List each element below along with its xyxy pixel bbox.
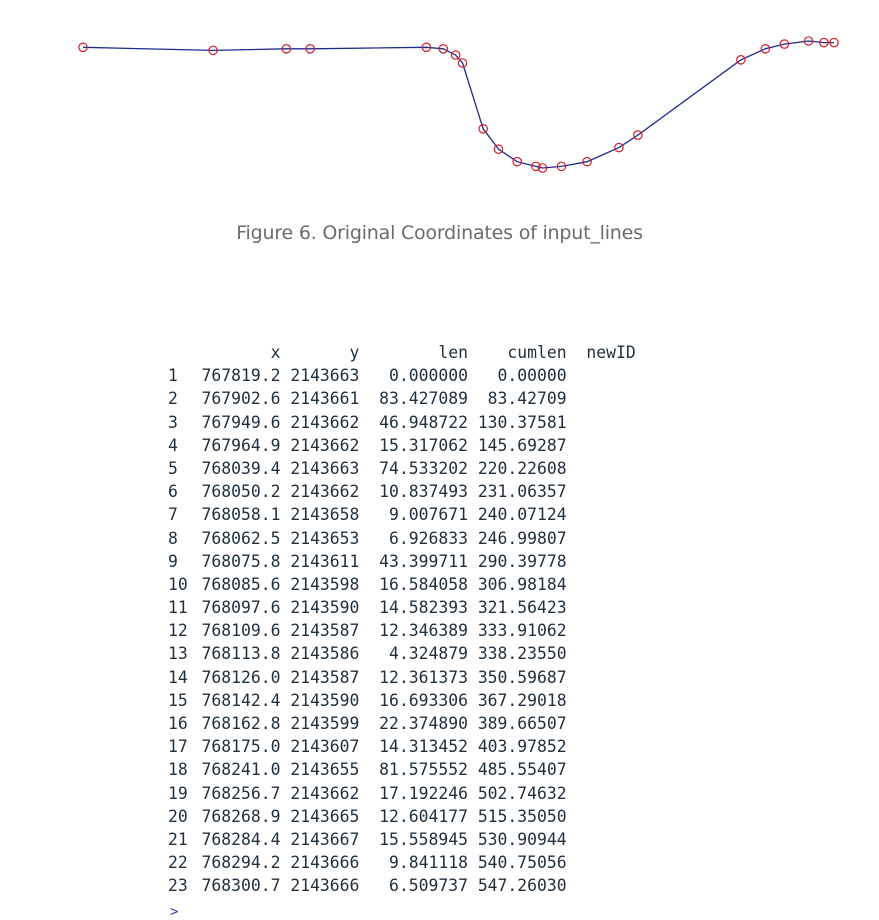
cell-len: 15.558945	[379, 829, 468, 849]
console-output	[168, 341, 636, 898]
cell-cumlen: 485.55407	[477, 760, 567, 780]
cell-x: 768039.4	[201, 458, 281, 478]
cell-newid	[567, 735, 636, 758]
cell-newid	[567, 874, 636, 897]
cell-y: 2143587	[290, 667, 360, 687]
cell-len: 12.604177	[379, 806, 468, 826]
cell-x: 768126.0	[201, 667, 281, 687]
cell-newid	[567, 805, 636, 828]
row-index: 22	[168, 853, 188, 873]
cell-newid	[567, 434, 636, 457]
cell-len: 9.007671	[389, 505, 468, 525]
cell-cumlen: 403.97852	[477, 737, 567, 757]
cell-cumlen: 240.07124	[477, 505, 567, 525]
cell-newid	[567, 712, 636, 735]
column-header-newid: newID	[586, 343, 636, 362]
line-plot	[0, 0, 879, 200]
table-row	[168, 411, 636, 434]
cell-cumlen: 145.69287	[477, 435, 567, 455]
column-header-x: x	[270, 343, 281, 362]
cell-newid	[567, 828, 636, 851]
row-index: 2	[168, 389, 178, 409]
cell-cumlen: 246.99807	[477, 528, 567, 548]
cell-x: 768142.4	[201, 690, 281, 710]
cell-newid	[567, 411, 636, 434]
table-row	[168, 619, 636, 642]
row-index: 11	[168, 598, 188, 618]
cell-len: 14.313452	[379, 737, 468, 757]
row-index: 21	[168, 829, 188, 849]
cell-y: 2143658	[290, 505, 360, 525]
cell-y: 2143662	[290, 783, 360, 803]
cell-x: 768256.7	[201, 783, 281, 803]
cell-cumlen: 350.59687	[477, 667, 567, 687]
column-header-y: y	[349, 343, 360, 362]
cell-cumlen: 338.23550	[477, 644, 567, 664]
table-row	[168, 527, 636, 550]
table-row	[168, 851, 636, 874]
cell-cumlen: 547.26030	[477, 876, 567, 896]
cell-y: 2143665	[290, 806, 360, 826]
cell-len: 14.582393	[379, 598, 468, 618]
table-row	[168, 689, 636, 712]
table-row	[168, 782, 636, 805]
cell-len: 12.361373	[379, 667, 468, 687]
cell-x: 768175.0	[201, 737, 281, 757]
cell-cumlen: 0.00000	[497, 366, 567, 386]
cell-len: 6.509737	[389, 876, 468, 896]
table-row	[168, 550, 636, 573]
table-row	[168, 758, 636, 781]
cell-len: 74.533202	[379, 458, 468, 478]
cell-newid	[567, 387, 636, 410]
row-index: 14	[168, 667, 188, 687]
row-index: 18	[168, 760, 188, 780]
cell-y: 2143587	[290, 621, 360, 641]
row-index: 1	[168, 366, 178, 386]
cell-x: 767819.2	[201, 366, 281, 386]
cell-x: 767902.6	[201, 389, 281, 409]
cell-len: 81.575552	[379, 760, 468, 780]
cell-x: 768162.8	[201, 714, 281, 733]
cell-len: 12.346389	[379, 621, 468, 641]
cell-y: 2143661	[290, 389, 360, 409]
row-index: 5	[168, 458, 178, 478]
row-index: 8	[168, 528, 178, 548]
row-index: 3	[168, 412, 178, 432]
cell-y: 2143662	[290, 482, 360, 502]
row-index: 7	[168, 505, 178, 525]
cell-x: 768113.8	[201, 644, 281, 664]
cell-x: 768109.6	[201, 621, 281, 641]
cell-len: 4.324879	[389, 644, 468, 664]
console-prompt[interactable]: >	[170, 904, 179, 920]
cell-y: 2143590	[290, 598, 360, 618]
cell-y: 2143666	[290, 876, 360, 896]
column-header-len: len	[438, 343, 468, 362]
column-header-cumlen: cumlen	[507, 343, 567, 362]
cell-y: 2143662	[290, 412, 360, 432]
cell-y: 2143663	[290, 366, 360, 386]
cell-y: 2143655	[290, 760, 360, 780]
cell-cumlen: 306.98184	[477, 574, 567, 594]
series-line	[83, 41, 834, 168]
row-index: 12	[168, 621, 188, 641]
table-row	[168, 828, 636, 851]
cell-cumlen: 290.39778	[477, 551, 567, 571]
cell-len: 16.584058	[379, 574, 468, 594]
cell-newid	[567, 689, 636, 712]
cell-len: 83.427089	[379, 389, 468, 409]
cell-newid	[567, 457, 636, 480]
cell-newid	[567, 527, 636, 550]
cell-newid	[567, 480, 636, 503]
cell-x: 767949.6	[201, 412, 281, 432]
cell-x: 768284.4	[201, 829, 281, 849]
cell-x: 768075.8	[201, 551, 281, 571]
cell-newid	[567, 851, 636, 874]
cell-y: 2143666	[290, 853, 360, 873]
cell-cumlen: 231.06357	[477, 482, 567, 502]
row-index: 16	[168, 714, 188, 733]
cell-len: 0.000000	[389, 366, 468, 386]
cell-cumlen: 389.66507	[477, 714, 567, 733]
cell-newid	[567, 782, 636, 805]
cell-len: 6.926833	[389, 528, 468, 548]
cell-y: 2143662	[290, 435, 360, 455]
table-row	[168, 503, 636, 526]
table-row	[168, 364, 636, 387]
cell-newid	[567, 550, 636, 573]
cell-x: 768268.9	[201, 806, 281, 826]
row-index: 15	[168, 690, 188, 710]
row-index: 19	[168, 783, 188, 803]
cell-x: 768097.6	[201, 598, 281, 618]
cell-y: 2143653	[290, 528, 360, 548]
cell-cumlen: 130.37581	[477, 412, 567, 432]
table-row	[168, 642, 636, 665]
cell-cumlen: 321.56423	[477, 598, 567, 618]
cell-newid	[567, 596, 636, 619]
cell-len: 17.192246	[379, 783, 468, 803]
table-row	[168, 596, 636, 619]
table-row	[168, 874, 636, 897]
cell-newid	[567, 758, 636, 781]
table-row	[168, 805, 636, 828]
cell-x: 767964.9	[201, 435, 281, 455]
table-row	[168, 712, 636, 735]
cell-cumlen: 83.42709	[487, 389, 567, 409]
table-body	[168, 364, 636, 897]
cell-x: 768241.0	[201, 760, 281, 780]
cell-x: 768058.1	[201, 505, 281, 525]
table-row	[168, 387, 636, 410]
cell-cumlen: 220.22608	[477, 458, 567, 478]
cell-newid	[567, 619, 636, 642]
cell-x: 768300.7	[201, 876, 281, 896]
row-index: 20	[168, 806, 188, 826]
cell-len: 15.317062	[379, 435, 468, 455]
row-index: 4	[168, 435, 178, 455]
cell-len: 9.841118	[389, 853, 468, 873]
table-row	[168, 573, 636, 596]
cell-x: 768294.2	[201, 853, 281, 873]
cell-y: 2143586	[290, 644, 360, 664]
cell-cumlen: 540.75056	[477, 853, 567, 873]
row-index: 13	[168, 644, 188, 664]
cell-x: 768050.2	[201, 482, 281, 502]
row-index: 17	[168, 737, 188, 757]
cell-y: 2143667	[290, 829, 360, 849]
table-header	[168, 341, 636, 364]
cell-y: 2143590	[290, 690, 360, 710]
table-row	[168, 666, 636, 689]
cell-cumlen: 502.74632	[477, 783, 567, 803]
figure-caption: Figure 6. Original Coordinates of input_lines	[236, 222, 643, 244]
cell-x: 768062.5	[201, 528, 281, 548]
cell-cumlen: 333.91062	[477, 621, 567, 641]
cell-x: 768085.6	[201, 574, 281, 594]
cell-cumlen: 367.29018	[477, 690, 567, 710]
cell-len: 43.399711	[379, 551, 468, 571]
cell-newid	[567, 573, 636, 596]
table-row	[168, 434, 636, 457]
cell-len: 16.693306	[379, 690, 468, 710]
cell-y: 2143598	[290, 574, 360, 594]
cell-cumlen: 515.35050	[477, 806, 567, 826]
cell-newid	[567, 642, 636, 665]
table-row	[168, 735, 636, 758]
cell-y: 2143599	[290, 714, 360, 733]
cell-newid	[567, 503, 636, 526]
cell-cumlen: 530.90944	[477, 829, 567, 849]
row-index: 10	[168, 574, 188, 594]
cell-len: 46.948722	[379, 412, 468, 432]
row-index: 23	[168, 876, 188, 896]
cell-len: 22.374890	[379, 714, 468, 733]
cell-y: 2143607	[290, 737, 360, 757]
table-row	[168, 480, 636, 503]
cell-newid	[567, 364, 636, 387]
row-index: 6	[168, 482, 178, 502]
cell-newid	[567, 666, 636, 689]
cell-len: 10.837493	[379, 482, 468, 502]
cell-y: 2143663	[290, 458, 360, 478]
cell-y: 2143611	[290, 551, 360, 571]
table-row	[168, 457, 636, 480]
row-index: 9	[168, 551, 178, 571]
